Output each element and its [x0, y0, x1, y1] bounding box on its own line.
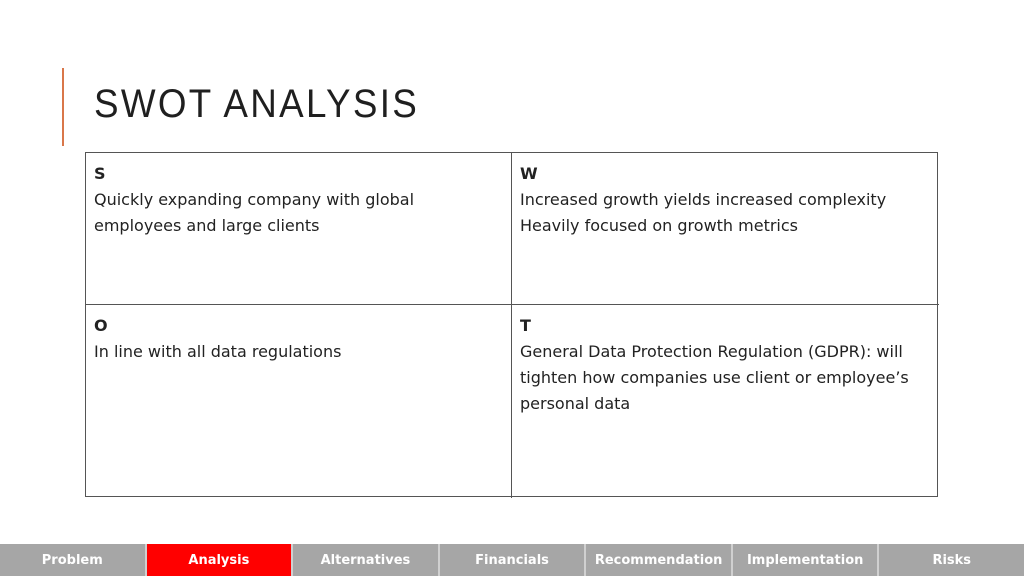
swot-letter-threats: T [520, 316, 531, 335]
nav-tab-implementation[interactable]: Implementation [733, 544, 880, 576]
nav-tab-recommendation[interactable]: Recommendation [586, 544, 733, 576]
nav-tab-analysis[interactable]: Analysis [147, 544, 294, 576]
swot-text-weaknesses-2: Heavily focused on growth metrics [520, 216, 799, 235]
swot-text-threats-1: General Data Protection Regulation (GDPR): will tighten how companies use client or employee’s personal data [520, 342, 909, 413]
swot-text-strengths-1: Quickly expanding company with global employees and large clients [94, 190, 415, 235]
swot-letter-weaknesses: W [520, 164, 538, 183]
nav-tab-risks[interactable]: Risks [879, 544, 1024, 576]
page-title: SWOT ANALYSIS [94, 82, 420, 126]
swot-cell-weaknesses [512, 153, 939, 305]
swot-cell-threats [512, 305, 939, 498]
swot-table [85, 152, 938, 497]
swot-text-weaknesses-1: Increased growth yields increased complexity [520, 190, 887, 209]
swot-cell-opportunities [86, 305, 512, 498]
swot-text-opportunities-1: In line with all data regulations [94, 342, 342, 361]
title-accent-bar [62, 68, 64, 146]
section-nav-bar [0, 544, 1024, 576]
swot-letter-opportunities: O [94, 316, 108, 335]
nav-tab-problem[interactable]: Problem [0, 544, 147, 576]
swot-cell-strengths [86, 153, 512, 305]
nav-tab-financials[interactable]: Financials [440, 544, 587, 576]
nav-tab-alternatives[interactable]: Alternatives [293, 544, 440, 576]
swot-letter-strengths: S [94, 164, 106, 183]
